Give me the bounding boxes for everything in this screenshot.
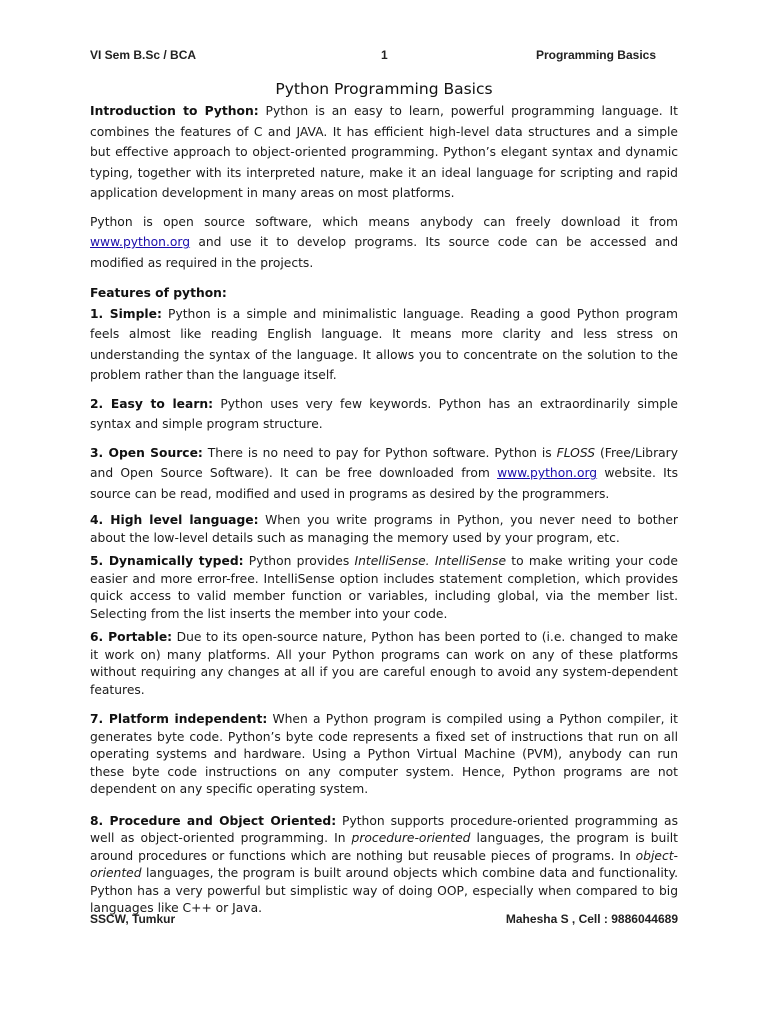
features-heading xyxy=(90,283,678,304)
intro-text: Python is an easy to learn, powerful programming language. It combines the features of C and JAVA. It has efficient high-level data structures and a simple but effective approach to object-oriented programming. Python’s elegant syntax and dynamic typing, together with its interpreted nature, make it an ideal language for scripting and rapid application development in many areas on most platforms. xyxy=(90,104,678,200)
object-oriented-term: object-oriented xyxy=(90,848,678,880)
feature-simple xyxy=(90,304,678,386)
intellisense-term-2: IntelliSense xyxy=(434,554,507,568)
feature-dynamic xyxy=(90,553,678,623)
intro-lead: Introduction to Python: xyxy=(90,104,259,118)
feature-portable xyxy=(90,629,678,699)
feature-portable-lead: 6. Portable: xyxy=(90,630,173,644)
feature-high-level xyxy=(90,512,678,547)
python-org-link[interactable]: www.python.org xyxy=(90,235,191,249)
header-subject: Programming Basics xyxy=(535,48,656,62)
feature-platform-lead: 7. Platform independent: xyxy=(90,712,268,726)
intro-paragraph xyxy=(90,101,678,204)
footer-institution: SSCW, Tumkur xyxy=(90,912,176,926)
floss-term: FLOSS xyxy=(556,445,596,460)
feature-easy xyxy=(90,394,678,435)
footer-author: Mahesha S , Cell : 9886044689 xyxy=(505,912,678,926)
page-title: Python Programming Basics xyxy=(275,80,493,98)
feature-dynamic-text3: to make writing your code easier and more error-free. IntelliSense option includes statement completion, which provides quick access to valid member function or variables, including global, via the member list. Selecting from the list inserts the member into your code. xyxy=(90,554,678,621)
feature-open-source-lead: 3. Open Source: xyxy=(90,445,203,460)
feature-open-source-text2: (Free/Library and Open Source Software). It can be free downloaded from xyxy=(90,445,678,480)
header-page-number: 1 xyxy=(381,48,388,62)
open-source-paragraph xyxy=(90,212,678,274)
feature-portable-text: Due to its open-source nature, Python has been ported to (i.e. changed to make it work on) many platforms. All your Python programs can work on any of these platforms without requiring any changes at all if you are careful enough to avoid any system-dependent features. xyxy=(90,630,678,697)
feature-procedure-text1: Python supports procedure-oriented programming as well as object-oriented programming. In xyxy=(90,813,678,845)
document-body xyxy=(90,101,678,918)
feature-open-source-text3: website. Its source can be read, modified and used in programs as desired by the programmers. xyxy=(90,466,678,501)
procedure-oriented-term: procedure-oriented xyxy=(351,831,471,845)
feature-procedure xyxy=(90,813,678,918)
feature-procedure-lead: 8. Procedure and Object Oriented: xyxy=(90,813,337,828)
intellisense-term-1: IntelliSense. xyxy=(354,554,430,568)
feature-dynamic-lead: 5. Dynamically typed: xyxy=(90,554,244,568)
feature-open-source-text1: There is no need to pay for Python software. Python is xyxy=(202,445,557,460)
feature-platform-text: When a Python program is compiled using a Python compiler, it generates byte code. Python’s byte code represents a fixed set of instructions that run on all operating systems and hardware. Using a Python Virtual Machine (PVM), anybody can run these byte code instructions on any computer system. Hence, Python programs are not dependent on any specific operating system. xyxy=(90,712,678,796)
feature-platform xyxy=(90,711,678,799)
feature-simple-lead: 1. Simple: xyxy=(90,306,162,321)
open-source-text-after: and use it to develop programs. Its source code can be accessed and modified as required in the projects. xyxy=(90,235,678,270)
feature-procedure-text2: languages, the program is built around procedures or functions which are nothing but reusable pieces of programs. In xyxy=(90,831,678,863)
feature-open-source xyxy=(90,443,678,505)
python-org-link-2[interactable]: www.python.org xyxy=(497,466,598,480)
header-course: VI Sem B.Sc / BCA xyxy=(90,48,197,62)
feature-easy-lead: 2. Easy to learn: xyxy=(90,396,214,411)
feature-procedure-text3: languages, the program is built around objects which combine data and functionality. Python has a very powerful but simplistic way of doing OOP, especially when compared to big languages like C++ or Java. xyxy=(90,866,678,915)
feature-high-level-text: When you write programs in Python, you never need to bother about the low-level details such as managing the memory used by your program, etc. xyxy=(90,513,678,545)
features-heading-text: Features of python: xyxy=(90,286,227,300)
feature-simple-text: Python is a simple and minimalistic language. Reading a good Python program feels almost like reading English language. It means more clarity and less stress on understanding the syntax of the language. It allows you to concentrate on the solution to the problem rather than the language itself. xyxy=(90,306,678,382)
feature-easy-text: Python uses very few keywords. Python has an extraordinarily simple syntax and simple program structure. xyxy=(90,396,678,431)
feature-dynamic-text1: Python provides xyxy=(243,554,355,568)
feature-high-level-lead: 4. High level language: xyxy=(90,513,259,527)
open-source-text-before: Python is open source software, which means anybody can freely download it from xyxy=(90,214,678,229)
